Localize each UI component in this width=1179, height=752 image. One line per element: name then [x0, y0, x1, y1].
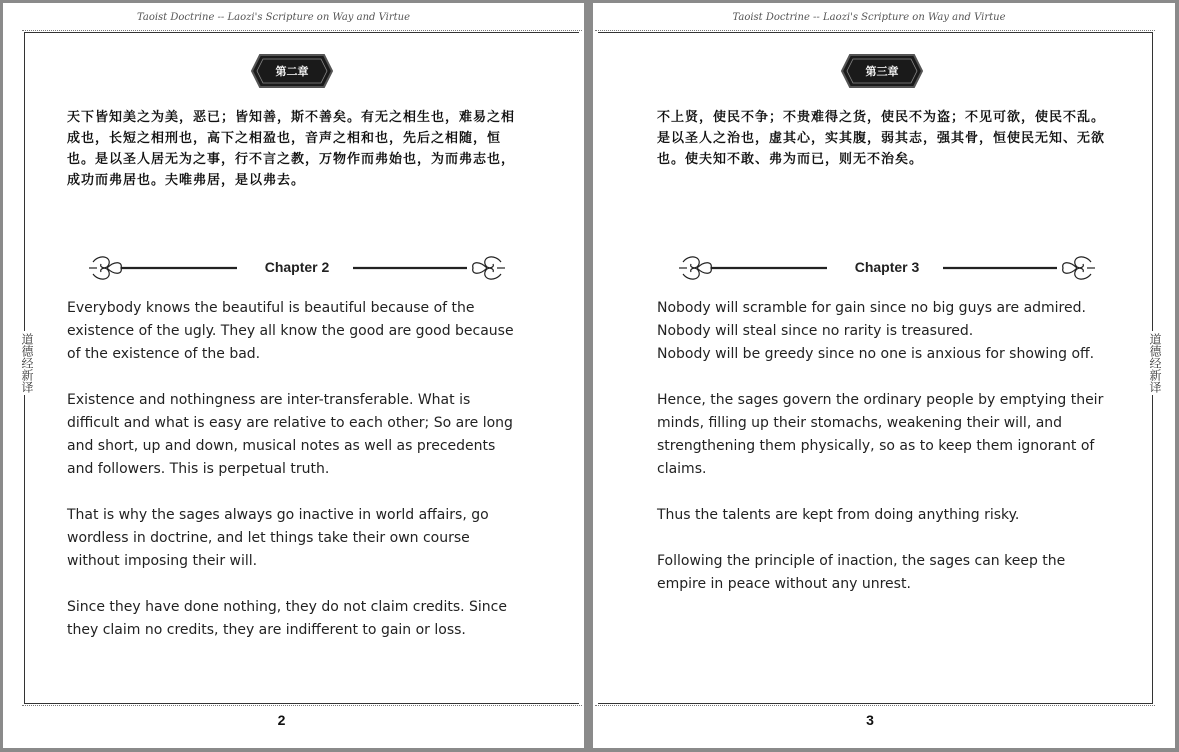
page-number: 3: [866, 712, 874, 728]
chapter-title: Chapter 3: [854, 259, 920, 275]
side-title: 道德经新译: [1145, 331, 1161, 395]
chapter-title: Chapter 2: [264, 259, 330, 275]
paragraph: Hence, the sages govern the ordinary people by emptying their minds, filling up their stomachs, weakening their will, and strengthening them physically, so as to keep them ignorant of claims.: [657, 392, 1104, 477]
book-page-right: [593, 3, 1175, 748]
chinese-text: 天下皆知美之为美，恶已；皆知善，斯不善矣。有无之相生也，难易之相成也，长短之相刑也，高下之相盈也，音声之相和也，先后之相随，恒也。是以圣人居无为之事，行不言之教，万物作而弗始也，为而弗志也，成功而弗居也。夫唯弗居，是以弗去。: [67, 110, 516, 188]
chapter-body: [67, 297, 523, 665]
side-title: 道德经新译: [17, 331, 33, 395]
paragraph: Since they have done nothing, they do not claim credits. Since they claim no credits, they are indifferent to gain or loss.: [67, 599, 507, 638]
paragraph: Everybody knows the beautiful is beautiful because of the existence of the ugly. They all know the good are good because of the existence of the bad.: [67, 300, 514, 362]
chapter-heading: [677, 250, 1097, 286]
chapter-badge: [840, 53, 924, 89]
chapter-heading: [87, 250, 507, 286]
page-number: 2: [277, 712, 286, 728]
chapter-body: [657, 297, 1113, 619]
running-header: Taoist Doctrine -- Laozi's Scripture on Way and Virtue: [732, 12, 1006, 23]
chapter-badge: [250, 53, 334, 89]
book-page-left: [3, 3, 584, 748]
chinese-text: 不上贤，使民不争；不贵难得之货，使民不为盗；不见可欲，使民不乱。是以圣人之治也，虚其心，实其腹，弱其志，强其骨，恒使民无知、无欲也。使夫知不敢、弗为而已，则无不治矣。: [657, 110, 1106, 167]
paragraph: That is why the sages always go inactive in world affairs, go wordless in doctrine, and let things take their own course without imposing their will.: [67, 507, 489, 569]
chapter-badge-label: 第二章: [275, 65, 309, 78]
paragraph: Nobody will scramble for gain since no big guys are admired. Nobody will steal since no rarity is treasured. Nobody will be greedy since no one is anxious for showing off.: [657, 300, 1095, 362]
paragraph: Following the principle of inaction, the sages can keep the empire in peace without any unrest.: [657, 553, 1066, 592]
paragraph: Thus the talents are kept from doing anything risky.: [657, 507, 1020, 523]
running-header: Taoist Doctrine -- Laozi's Scripture on Way and Virtue: [136, 12, 411, 23]
chapter-badge-label: 第三章: [865, 65, 899, 78]
paragraph: Existence and nothingness are inter-transferable. What is difficult and what is easy are relative to each other; So are long and short, up and down, musical notes as well as precedents and followers. This is perpetual truth.: [67, 392, 513, 477]
